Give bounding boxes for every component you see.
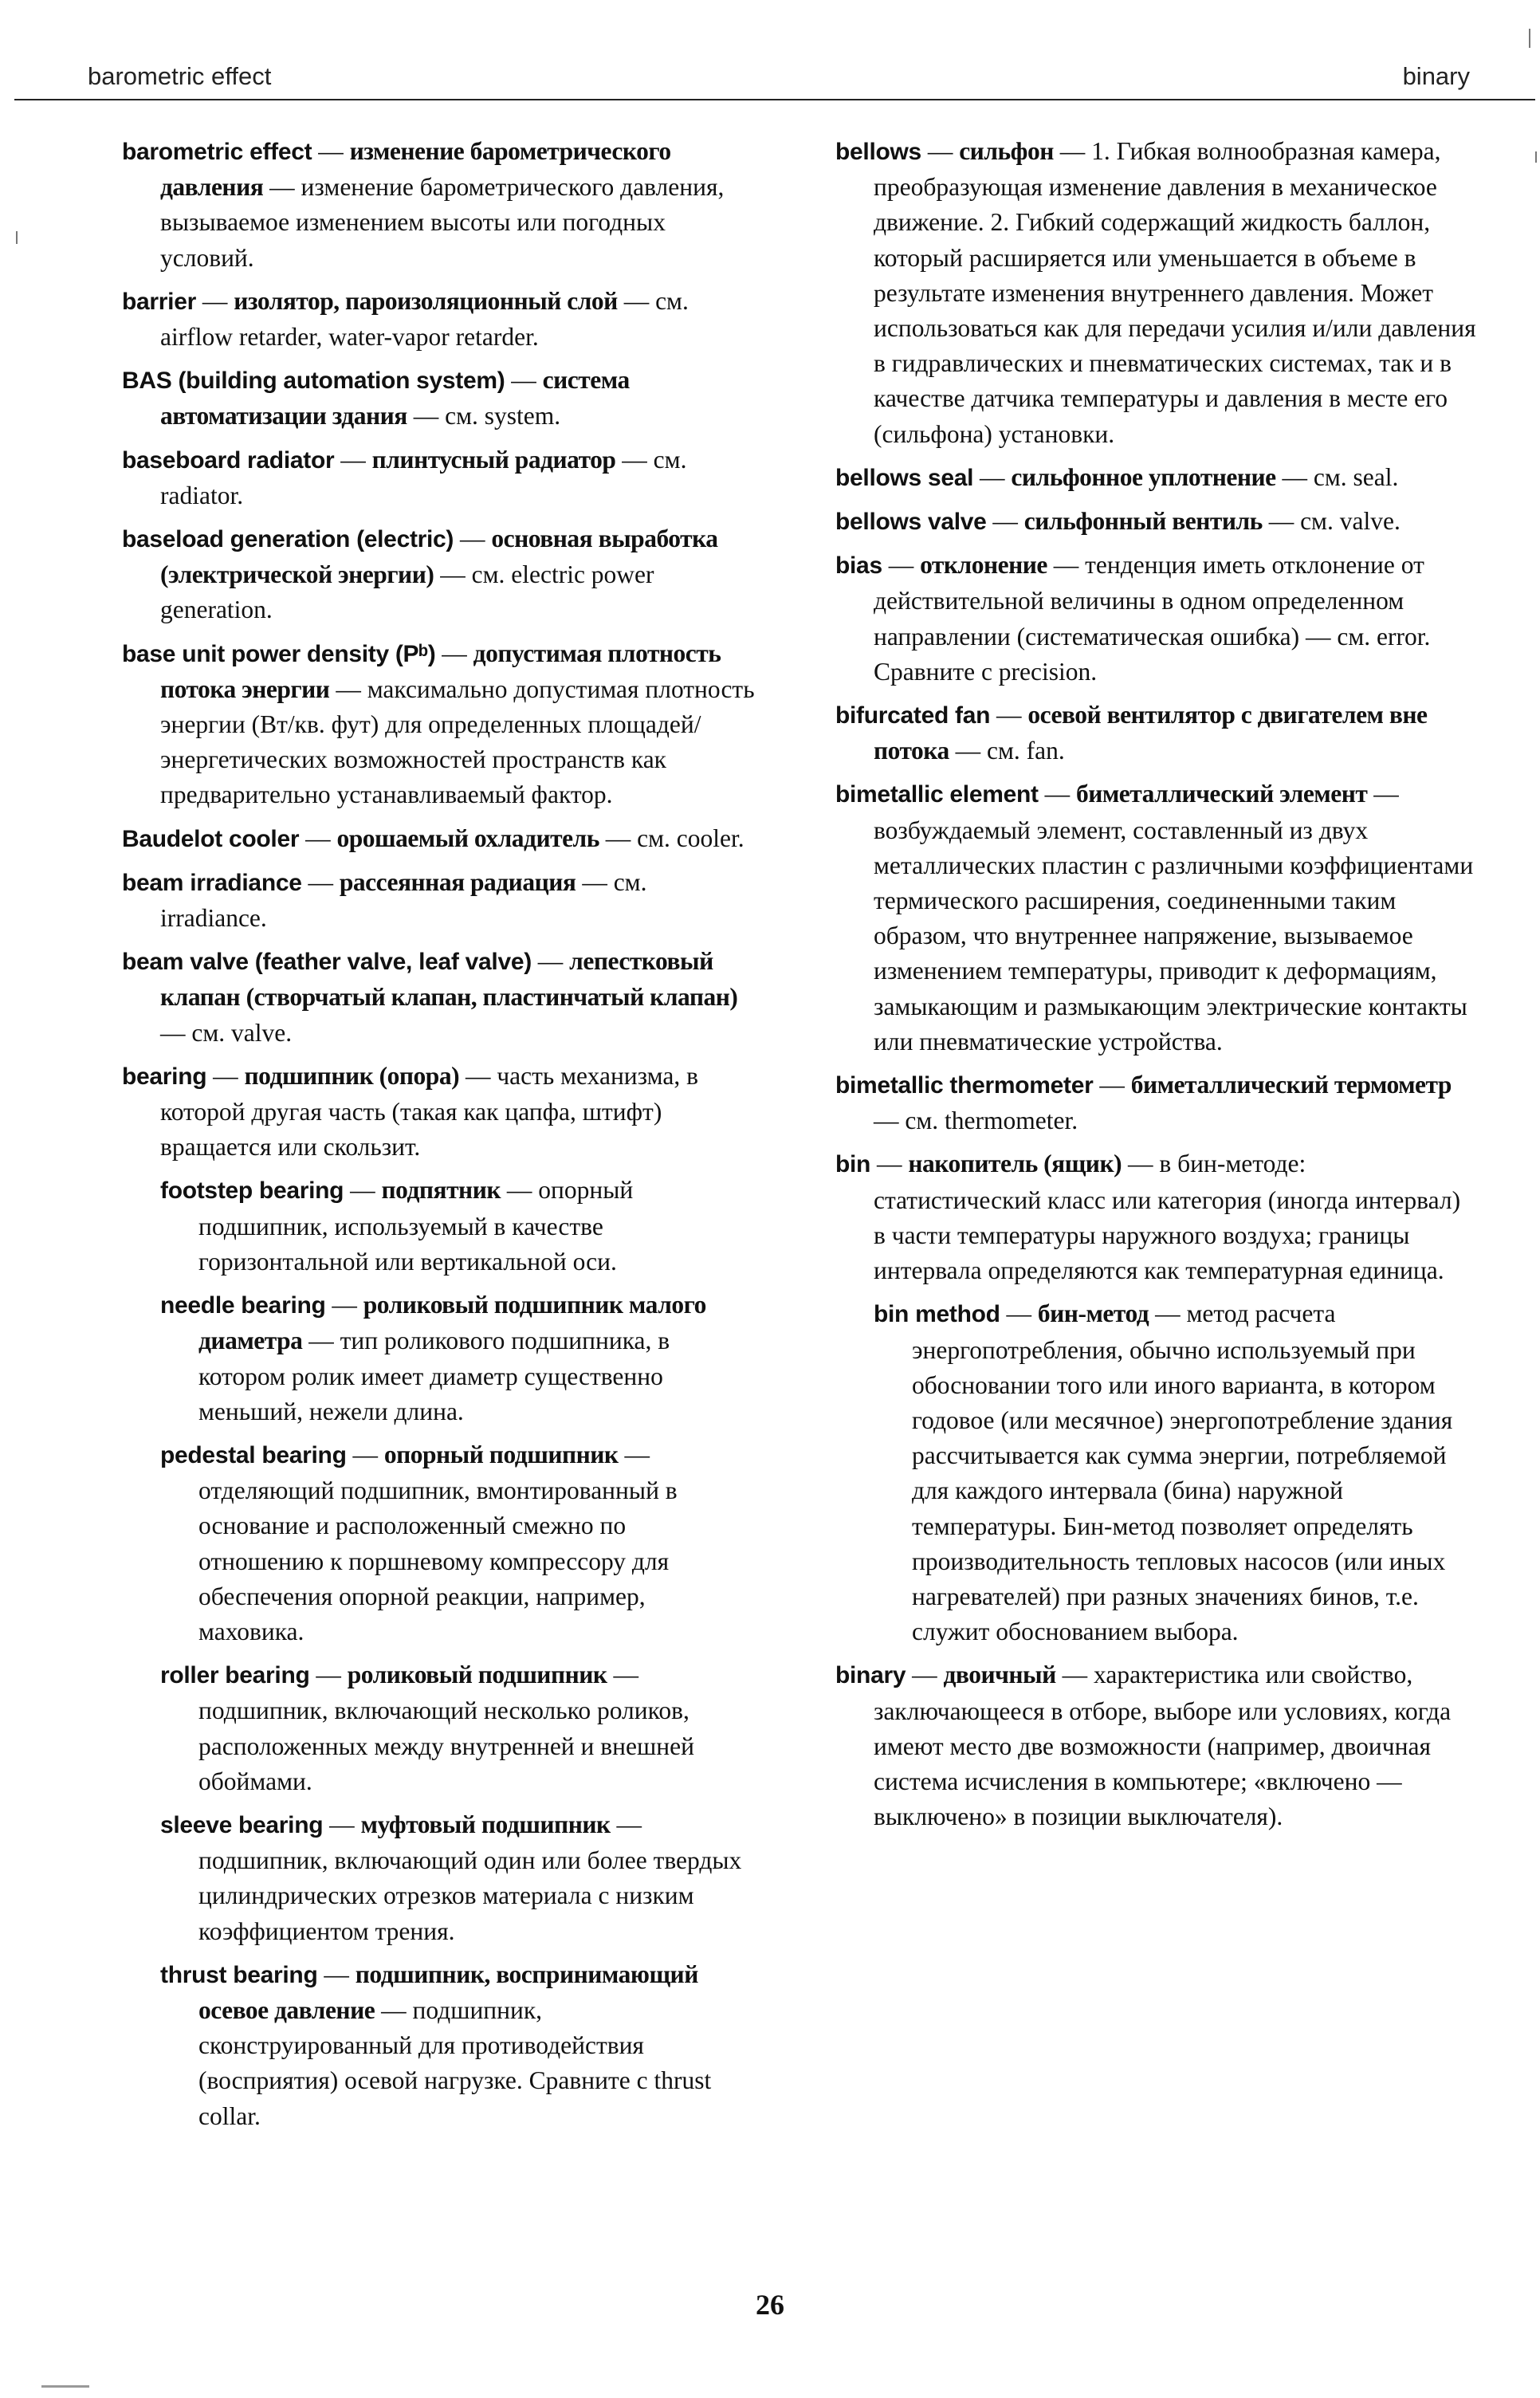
entry-term: bimetallic thermometer [835,1072,1094,1099]
page-number: 26 [756,2289,784,2321]
entry-term: barrier [122,288,196,315]
entry-definition: — см. valve. [160,1018,293,1047]
entry-definition: — возбуждаемый элемент, составленный из двух металлических пластин с различными коэффициентами термического расширения, соединенными таким образом, что внутреннее напряжение, вызываемое изменением температуры, приводит к деформациям, замыкающим и размыкающим электрические контакты или пневматические устройства. [874,780,1474,1056]
dictionary-entry: base unit power density (Pᵇ) — допустимая плотность потока энергии — максимально допустимая плотность энергии (Вт/кв. фут) для определенных площадей/энергетических возможностей пространств как предварительно устанавливаемый фактор. [122,639,755,809]
entry-term: bearing [122,1063,207,1090]
dictionary-entry: bin — накопитель (ящик) — в бин-методе: статистический класс или категория (иногда интервал) в части температуры наружного воздуха; границы интервала определяются как температурная единица. [835,1150,1461,1285]
entry-definition: — опорный подшипник, используемый в качестве горизонтальной или вертикальной оси. [198,1176,634,1276]
entry-definition: — см. thermometer. [874,1107,1078,1135]
entry-term: bias [835,552,882,580]
entry-translation: опорный подшипник [383,1440,619,1468]
left-column [122,134,756,2142]
entry-term: binary [835,1662,906,1689]
entry-definition: — отделяющий подшипник, вмонтированный в основание и расположенный смежно по отношению к поршневому компрессору для обеспечения опорной реакции, например, маховика. [198,1440,678,1645]
entry-definition: — тип роликового подшипника, в котором ролик имеет диаметр существенно меньший, нежели длина. [198,1327,670,1425]
dictionary-entry: binary — двоичный — характеристика или свойство, заключающееся в отборе, выборе или условиях, когда имеют место две возможности (например, двоичная система исчисления в компьютере; «включено — выключено» в позиции выключателя). [835,1661,1452,1831]
dictionary-entry: bearing — подшипник (опора) — часть механизма, в которой другая часть (такая как цапфа, штифт) вращается или скользит. [122,1061,698,1162]
edge-mark-bottom-left [41,2385,89,2388]
header-rule [14,99,1535,100]
dictionary-subentry: bin method — бин-метод — метод расчета энергопотребления, обычно используемый при обосновании того или иного варианта, в котором годовое (или месячное) энергопотребление здания рассчитывается как сумма энергии, потребляемой для каждого интервала (бина) наружной температуры. Бин-метод позволяет определять производительность тепловых насосов (или иных нагревателей) при разных значениях бинов, т.е. служит обоснованием выбора. [874,1299,1453,1646]
entry-definition: — подшипник, включающий несколько роликов, расположенных между внутренней и внешней обоймами. [198,1661,694,1795]
entry-translation: биметаллический элемент [1075,780,1368,808]
entry-definition: — максимально допустимая плотность энергии (Вт/кв. фут) для определенных площадей/энергетических возможностей пространств как предварительно устанавливаемый фактор. [160,674,755,809]
entry-term: barometric effect [122,139,312,165]
running-head-left: barometric effect [88,62,272,90]
entry-definition: — см. fan. [949,737,1065,765]
entry-translation: подпятник [381,1176,501,1205]
entry-translation: подшипник (опора) [244,1061,460,1090]
entry-definition: — подшипник, сконструированный для противодействия (восприятия) осевой нагрузке. Сравните с thrust collar. [198,1995,712,2130]
entry-translation: сильфонный вентиль [1023,507,1263,536]
entry-definition: — тенденция иметь отклонение от действительной величины в одном определенном направлении (систематическая ошибка) — см. error. Сравните с precision. [874,551,1431,686]
dictionary-subentry: sleeve bearing — муфтовый подшипник — подшипник, включающий один или более твердых цилиндрических отрезков материала с низким коэффициентом трения. [160,1810,742,1945]
entry-term: bin method [874,1301,1000,1328]
dictionary-subentry: roller bearing — роликовый подшипник — подшипник, включающий несколько роликов, расположенных между внутренней и внешней обоймами. [160,1661,694,1795]
entry-definition: — см. valve. [1262,507,1401,536]
dictionary-entry: bimetallic thermometer — биметаллический термометр — см. thermometer. [835,1071,1452,1135]
dictionary-entry: beam irradiance — рассеянная радиация — см. irradiance. [122,867,647,933]
running-head-right: binary [1402,62,1470,90]
dictionary-entry: bimetallic element — биметаллический элемент — возбуждаемый элемент, составленный из двух металлических пластин с различными коэффициентами термического расширения, соединенными таким образом, что внутреннее напряжение, вызываемое изменением температуры, приводит к деформациям, замыкающим и размыкающим электрические контакты или пневматические устройства. [835,780,1474,1056]
entry-translation: осевой вентилятор с двигателем вне потока [874,701,1428,765]
entry-term: bellows [835,139,921,165]
entry-definition: — см. electric power generation. [160,560,654,624]
entry-term: pedestal bearing [160,1441,347,1468]
dictionary-entry: barometric effect — изменение барометрического давления — изменение барометрического давления, вызываемое изменением высоты или погодных условий. [122,137,725,272]
entry-term: Baudelot cooler [122,825,300,852]
entry-translation: двоичный [943,1661,1056,1689]
dictionary-entry: barrier — изолятор, пароизоляционный слой — см. airflow retarder, water-vapor retarder. [122,286,689,352]
entry-term: bin [835,1151,871,1178]
entry-definition: — см. seal. [1275,462,1399,491]
entry-translation: подшипник, воспринимающий осевое давление [198,1960,698,2024]
entry-translation: основная выработка (электрической энергии) [160,525,718,589]
entry-definition: — см. airflow retarder, water-vapor retarder. [160,286,689,352]
entry-definition: — подшипник, включающий один или более твердых цилиндрических отрезков материала с низким коэффициентом трения. [198,1810,742,1945]
entry-definition: — см. radiator. [160,445,687,509]
entry-translation: бин-метод [1037,1299,1149,1328]
right-column [835,134,1478,1842]
dictionary-entry: beam valve (feather valve, leaf valve) — лепестковый клапан (створчатый клапан, пластинчатый клапан) — см. valve. [122,947,738,1047]
entry-term: bellows valve [835,509,987,536]
entry-translation: сильфонное уплотнение [1011,462,1276,491]
entry-term: needle bearing [160,1292,326,1319]
dictionary-entry: bellows seal — сильфонное уплотнение — см. seal. [835,462,1399,491]
dictionary-entry: Baudelot cooler — орошаемый охладитель — см. cooler. [122,824,744,852]
entry-term: beam irradiance [122,869,302,896]
entry-translation: рассеянная радиация [339,867,576,896]
entry-definition: — часть механизма, в которой другая часть (такая как цапфа, штифт) вращается или скользит. [160,1061,698,1162]
dictionary-subentry: pedestal bearing — опорный подшипник — отделяющий подшипник, вмонтированный в основание и расположенный смежно по отношению к поршневому компрессору для обеспечения опорной реакции, например, маховика. [160,1440,678,1645]
entry-translation: допустимая плотность потока энергии [160,639,721,703]
entry-definition: — в бин-методе: статистический класс или категория (иногда интервал) в части температуры наружного воздуха; границы интервала определяются как температурная единица. [874,1150,1461,1285]
dictionary-entry: baseboard radiator — плинтусный радиатор — см. radiator. [122,445,687,509]
dictionary-entry: bias — отклонение — тенденция иметь отклонение от действительной величины в одном определенном направлении (систематическая ошибка) — см. error. Сравните с precision. [835,551,1431,686]
entry-term: footstep bearing [160,1177,344,1205]
entry-term: baseload generation (electric) [122,526,454,553]
edge-mark-left [16,231,18,244]
entry-translation: роликовый подшипник малого диаметра [198,1291,706,1355]
entry-term: sleeve bearing [160,1811,324,1838]
entry-translation: отклонение [920,551,1047,580]
entry-translation: система автоматизации здания [160,366,630,430]
entry-translation: роликовый подшипник [347,1661,607,1689]
entry-translation: биметаллический термометр [1130,1071,1452,1099]
dictionary-entry: bellows — сильфон — 1. Гибкая волнообразная камера, преобразующая изменение давления в механическое движение. 2. Гибкий содержащий жидкость баллон, который расширяется или уменьшается в объеме в результате изменения внутреннего давления. Может использоваться как для передачи усилия и/или давления в гидравлических и пневматических системах, так и в качестве датчика температуры и давления в месте его (сильфона) установки. [835,137,1476,448]
entry-translation: лепестковый клапан (створчатый клапан, пластинчатый клапан) [160,947,738,1012]
entry-definition: — 1. Гибкая волнообразная камера, преобразующая изменение давления в механическое движение. 2. Гибкий содержащий жидкость баллон, который расширяется или уменьшается в объеме в результате изменения внутреннего давления. Может использоваться как для передачи усилия и/или давления в гидравлических и пневматических системах, так и в качестве датчика температуры и давления в месте его (сильфона) установки. [874,137,1476,448]
entry-term: bimetallic element [835,781,1039,808]
entry-translation: муфтовый подшипник [360,1810,611,1838]
entry-translation: накопитель (ящик) [908,1150,1122,1178]
entry-term: bifurcated fan [835,702,991,729]
dictionary-entry: baseload generation (electric) — основная выработка (электрической энергии) — см. electric power generation. [122,525,718,624]
entry-translation: плинтусный радиатор [371,445,616,474]
edge-mark-top-right [1529,29,1530,48]
entry-translation: орошаемый охладитель [336,824,599,852]
entry-definition: — см. cooler. [599,824,744,852]
entry-term: thrust bearing [160,1961,318,1988]
dictionary-entry: BAS (building automation system) — система автоматизации здания — см. system. [122,366,630,430]
edge-mark-right [1535,151,1537,163]
dictionary-subentry: footstep bearing — подпятник — опорный подшипник, используемый в качестве горизонтальной или вертикальной оси. [160,1176,634,1276]
entry-definition: — изменение барометрического давления, вызываемое изменением высоты или погодных условий. [160,173,725,272]
entry-term: bellows seal [835,464,974,491]
dictionary-entry: bifurcated fan — осевой вентилятор с двигателем вне потока — см. fan. [835,701,1428,765]
entry-definition: — см. system. [407,402,561,430]
entry-translation: изменение барометрического давления [160,137,671,202]
entry-term: baseboard radiator [122,446,335,474]
entry-definition: — метод расчета энергопотребления, обычно используемый при обосновании того или иного варианта, в котором годовое (или месячное) энергопотребление здания рассчитывается как сумма энергии, потребляемой для каждого интервала (бина) наружной температуры. Бин-метод позволяет определять производительность тепловых насосов (или иных нагревателей) при разных значениях бинов, т.е. служит обоснованием выбора. [912,1299,1453,1646]
entry-translation: сильфон [959,137,1054,165]
dictionary-subentry: thrust bearing — подшипник, воспринимающий осевое давление — подшипник, сконструированный для противодействия (восприятия) осевой нагрузке. Сравните с thrust collar. [160,1960,712,2130]
entry-term: BAS (building automation system) [122,368,505,395]
dictionary-subentry: needle bearing — роликовый подшипник малого диаметра — тип роликового подшипника, в котором ролик имеет диаметр существенно меньший, нежели длина. [160,1291,706,1425]
entry-term: base unit power density (Pᵇ) [122,640,436,667]
entry-translation: изолятор, пароизоляционный слой [234,286,618,315]
dictionary-entry: bellows valve — сильфонный вентиль — см. valve. [835,507,1401,536]
entry-definition: — характеристика или свойство, заключающееся в отборе, выборе или условиях, когда имеют место две возможности (например, двоичная система исчисления в компьютере; «включено — выключено» в позиции выключателя). [874,1661,1452,1831]
entry-term: beam valve (feather valve, leaf valve) [122,949,532,976]
entry-definition: — см. irradiance. [160,867,647,933]
entry-term: roller bearing [160,1662,310,1689]
